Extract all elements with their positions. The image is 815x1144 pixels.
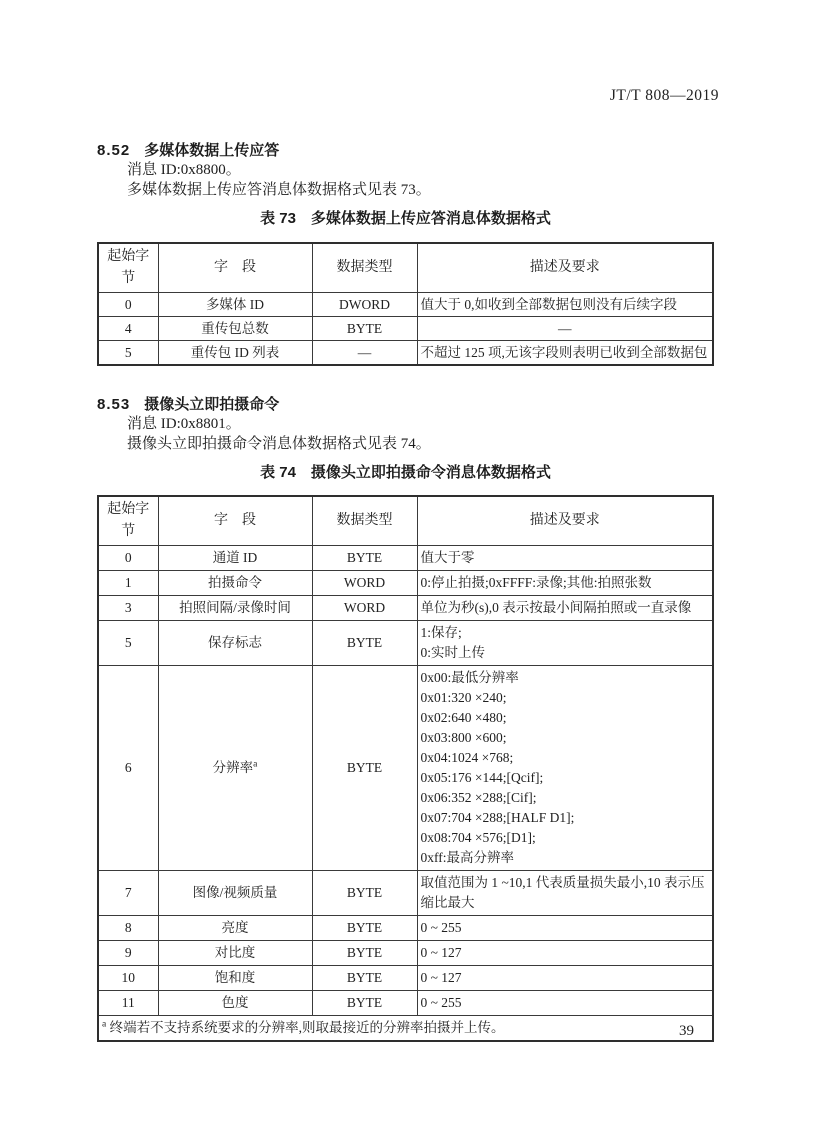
section-title: 摄像头立即拍摄命令 <box>144 396 280 413</box>
paragraph-message-id-8800: 消息 ID:0x8800。 <box>127 162 241 178</box>
table74-caption <box>97 463 714 483</box>
cell-description <box>417 596 713 621</box>
table-row <box>98 941 713 966</box>
cell-data-type: WORD <box>312 571 417 596</box>
cell-start-byte: 10 <box>98 966 158 991</box>
description-line: 0 ~ 255 <box>420 920 462 935</box>
description-line: 1:保存; <box>420 625 462 640</box>
cell-start-byte: 5 <box>98 341 158 366</box>
cell-start-byte: 0 <box>98 293 158 317</box>
description-line: 0xff:最高分辨率 <box>420 850 514 865</box>
cell-field: 重传包总数 <box>158 317 312 341</box>
table74-caption-title: 摄像头立即拍摄命令消息体数据格式 <box>310 464 551 481</box>
cell-start-byte: 7 <box>98 871 158 916</box>
table-row <box>98 916 713 941</box>
table74-caption-label: 表 74 <box>260 464 296 481</box>
table-row <box>98 317 713 341</box>
table-header-cell: 字 段 <box>158 496 312 546</box>
cell-field: 对比度 <box>158 941 312 966</box>
cell-description <box>417 293 713 317</box>
table-row <box>98 621 713 666</box>
section-title: 多媒体数据上传应答 <box>144 142 280 159</box>
cell-description <box>417 571 713 596</box>
cell-data-type: WORD <box>312 596 417 621</box>
page-number: 39 <box>679 1023 694 1039</box>
table-header-cell: 描述及要求 <box>417 243 713 293</box>
footnote-marker: a <box>253 759 258 770</box>
cell-field: 通道 ID <box>158 546 312 571</box>
cell-description <box>417 341 713 366</box>
table-73-multimedia-upload-response <box>97 242 714 366</box>
cell-start-byte: 6 <box>98 666 158 871</box>
cell-description <box>417 871 713 916</box>
description-line: 0x03:800 ×600; <box>420 730 507 745</box>
cell-start-byte: 4 <box>98 317 158 341</box>
paragraph-table74-reference: 摄像头立即拍摄命令消息体数据格式见表 74。 <box>127 436 431 452</box>
cell-data-type: BYTE <box>312 916 417 941</box>
cell-data-type: BYTE <box>312 546 417 571</box>
table-row <box>98 871 713 916</box>
cell-start-byte: 5 <box>98 621 158 666</box>
table-header-row <box>98 243 713 293</box>
cell-field: 拍照间隔/录像时间 <box>158 596 312 621</box>
cell-description <box>417 916 713 941</box>
table-row <box>98 293 713 317</box>
table-header-cell: 字 段 <box>158 243 312 293</box>
description-line: 0x02:640 ×480; <box>420 710 507 725</box>
table-74-camera-shoot-command <box>97 495 714 1042</box>
table-header-cell: 数据类型 <box>312 496 417 546</box>
table-header-row <box>98 496 713 546</box>
cell-data-type: BYTE <box>312 966 417 991</box>
cell-data-type: BYTE <box>312 666 417 871</box>
footnote-marker: a <box>102 1019 107 1030</box>
description-line: 0:停止拍摄;0xFFFF:录像;其他:拍照张数 <box>420 575 652 590</box>
description-line: 0x01:320 ×240; <box>420 690 507 705</box>
table-row <box>98 546 713 571</box>
table-header-cell: 数据类型 <box>312 243 417 293</box>
paragraph-table73-reference: 多媒体数据上传应答消息体数据格式见表 73。 <box>127 182 431 198</box>
table-row <box>98 571 713 596</box>
description-line: 单位为秒(s),0 表示按最小间隔拍照或一直录像 <box>420 600 692 615</box>
cell-data-type: BYTE <box>312 991 417 1016</box>
cell-data-type: BYTE <box>312 941 417 966</box>
description-line: 0 ~ 255 <box>420 995 462 1010</box>
cell-field: 图像/视频质量 <box>158 871 312 916</box>
description-line: 0x06:352 ×288;[Cif]; <box>420 790 537 805</box>
cell-field: 重传包 ID 列表 <box>158 341 312 366</box>
section-number: 8.53 <box>97 396 131 413</box>
paragraph-message-id-8801: 消息 ID:0x8801。 <box>127 416 241 432</box>
table73-caption-title: 多媒体数据上传应答消息体数据格式 <box>310 210 551 227</box>
cell-description <box>417 941 713 966</box>
cell-data-type: — <box>312 341 417 366</box>
cell-start-byte: 11 <box>98 991 158 1016</box>
section-heading-852 <box>97 141 714 160</box>
cell-start-byte: 0 <box>98 546 158 571</box>
description-line: 0 ~ 127 <box>420 970 462 985</box>
table73-caption <box>97 209 714 229</box>
running-header-standard-code: JT/T 808—2019 <box>609 87 719 104</box>
cell-description <box>417 546 713 571</box>
description-line: 0x07:704 ×288;[HALF D1]; <box>420 810 575 825</box>
page-content <box>97 0 714 1042</box>
table-footnote-row <box>98 1016 713 1042</box>
description-line: 值大于零 <box>420 550 475 565</box>
cell-field: 饱和度 <box>158 966 312 991</box>
cell-field: 多媒体 ID <box>158 293 312 317</box>
cell-field: 亮度 <box>158 916 312 941</box>
table-row <box>98 596 713 621</box>
description-line: 0 ~ 127 <box>420 945 462 960</box>
table-row <box>98 666 713 871</box>
cell-description <box>417 621 713 666</box>
section-heading-853 <box>97 395 714 414</box>
description-line: 不超过 125 项,无该字段则表明已收到全部数据包 <box>420 345 708 360</box>
cell-field: 分辨率$^a$ <box>158 666 312 871</box>
table-footnote: $^a$ 终端若不支持系统要求的分辨率,则取最接近的分辨率拍摄并上传。 <box>98 1016 713 1042</box>
table-header-cell: 起始字节 <box>98 496 158 546</box>
cell-field: 保存标志 <box>158 621 312 666</box>
cell-start-byte: 1 <box>98 571 158 596</box>
cell-start-byte: 8 <box>98 916 158 941</box>
table-header-cell: 描述及要求 <box>417 496 713 546</box>
cell-data-type: BYTE <box>312 621 417 666</box>
description-line: 0x04:1024 ×768; <box>420 750 514 765</box>
cell-description <box>417 666 713 871</box>
cell-data-type: DWORD <box>312 293 417 317</box>
cell-start-byte: 9 <box>98 941 158 966</box>
cell-description <box>417 966 713 991</box>
table-row <box>98 991 713 1016</box>
description-line: 0x08:704 ×576;[D1]; <box>420 830 536 845</box>
cell-description <box>417 991 713 1016</box>
table-header-cell: 起始字节 <box>98 243 158 293</box>
description-line: 0x05:176 ×144;[Qcif]; <box>420 770 544 785</box>
description-line: 0:实时上传 <box>420 645 486 660</box>
table-row <box>98 966 713 991</box>
table73-caption-label: 表 73 <box>260 210 296 227</box>
cell-description <box>417 317 713 341</box>
section-number: 8.52 <box>97 142 131 159</box>
description-line: 0x00:最低分辨率 <box>420 670 519 685</box>
cell-field: 拍摄命令 <box>158 571 312 596</box>
description-line: — <box>558 321 572 336</box>
cell-data-type: BYTE <box>312 871 417 916</box>
cell-data-type: BYTE <box>312 317 417 341</box>
table-row <box>98 341 713 366</box>
description-line: 值大于 0,如收到全部数据包则没有后续字段 <box>420 297 677 312</box>
cell-field: 色度 <box>158 991 312 1016</box>
description-line: 取值范围为 1 ~10,1 代表质量损失最小,10 表示压缩比最大 <box>420 875 705 910</box>
cell-start-byte: 3 <box>98 596 158 621</box>
